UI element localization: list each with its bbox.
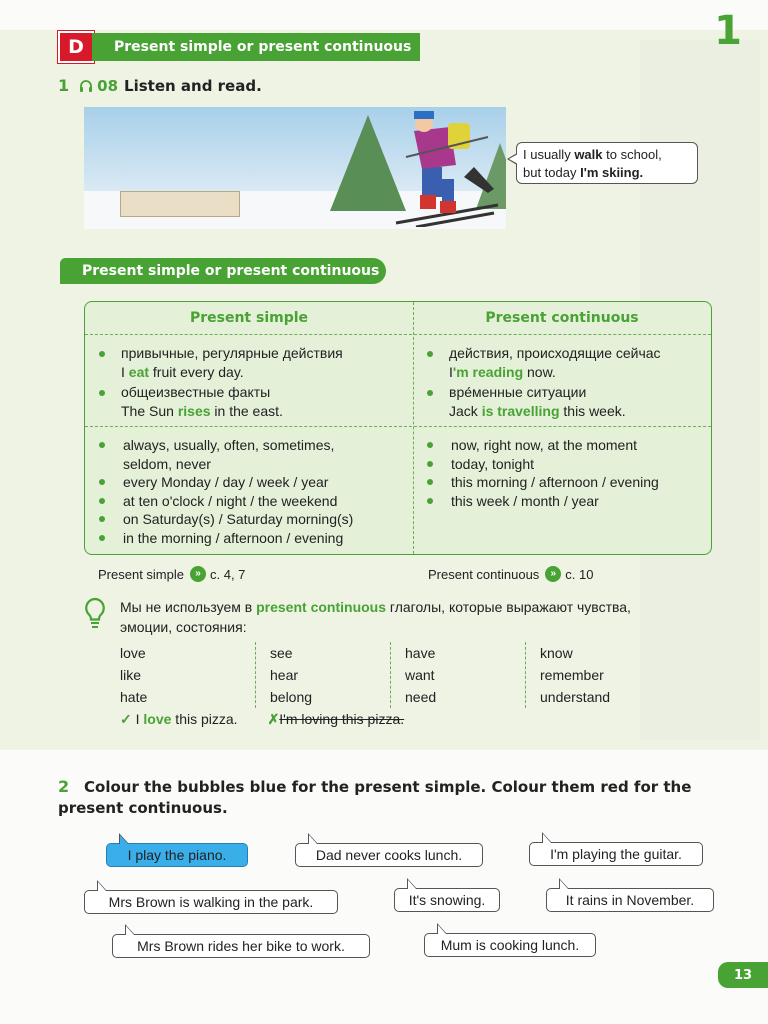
- use-description: общеизвестные факты: [121, 384, 271, 400]
- time-expression: [99, 473, 404, 492]
- headphones-icon[interactable]: [79, 79, 93, 93]
- section-header: [58, 32, 420, 62]
- row-divider: [85, 426, 711, 427]
- exercise-1-heading: [58, 76, 262, 95]
- use-description: действия, происходящие сейчас: [449, 345, 661, 361]
- bullet-icon: [99, 535, 105, 541]
- exercise-1-instruction: Listen and read.: [124, 76, 262, 95]
- correct-example: [120, 711, 238, 728]
- bullet-icon: [427, 479, 433, 485]
- exercise-2-instruction: Colour the bubbles blue for the present simple. Colour them red for the present continuous.: [58, 778, 692, 817]
- use-example-highlight: is travelling: [481, 403, 560, 419]
- time-expression-text: at ten o'clock / night / the weekend: [123, 492, 338, 509]
- use-example-highlight: rises: [177, 403, 211, 419]
- bullet-icon: [99, 516, 105, 522]
- verb: need: [405, 689, 437, 705]
- bullet-icon: [427, 442, 433, 448]
- reference-page: с. 4, 7: [209, 566, 246, 582]
- time-expression: [99, 510, 404, 529]
- verb: know: [540, 645, 573, 661]
- time-expression: [427, 436, 707, 455]
- section-letter-badge: D: [58, 31, 94, 63]
- time-expression-text: seldom, never: [123, 455, 211, 472]
- present-simple-heading: Present simple: [189, 310, 309, 326]
- present-simple-reference[interactable]: [98, 566, 245, 582]
- time-expression-text: this morning / afternoon / evening: [451, 474, 659, 490]
- bullet-icon: [99, 390, 105, 396]
- present-simple-uses: [99, 344, 404, 422]
- reference-label: Present continuous: [428, 566, 540, 582]
- speech-bold: walk: [574, 147, 603, 162]
- row-divider: [85, 334, 711, 335]
- audio-track-number: 08: [97, 76, 119, 95]
- exercise-2-number: 2: [58, 777, 70, 796]
- verb: remember: [540, 667, 604, 683]
- sentence-bubble[interactable]: Mrs Brown is walking in the park.: [84, 890, 338, 914]
- sentence-bubble[interactable]: I play the piano.: [106, 843, 248, 867]
- use-example: The Sun: [121, 403, 178, 419]
- incorrect-example: [268, 711, 405, 728]
- bullet-icon: [427, 498, 433, 504]
- bullet-icon: [99, 442, 105, 448]
- bullet-icon: [99, 479, 105, 485]
- verb-column: [120, 642, 255, 708]
- verb: want: [405, 667, 435, 683]
- example-text: this pizza.: [171, 711, 238, 727]
- time-expression: [99, 436, 404, 473]
- stative-verbs-table: [120, 642, 660, 708]
- present-simple-time-expressions: [99, 436, 404, 547]
- use-example: I: [121, 364, 129, 380]
- bullet-icon: [427, 351, 433, 357]
- use-item: [427, 344, 702, 382]
- chapter-number: 1: [714, 8, 742, 54]
- section-title: Present simple or present continuous: [92, 33, 420, 61]
- bullet-icon: [99, 498, 105, 504]
- skier-illustration-figure: [392, 109, 502, 227]
- exercise-2-heading: [58, 776, 698, 819]
- present-continuous-uses: [427, 344, 702, 422]
- sentence-bubble[interactable]: I'm playing the guitar.: [529, 842, 703, 866]
- checkmark-icon: ✓: [120, 711, 132, 727]
- reference-arrow-icon: »: [545, 566, 561, 582]
- use-item: [99, 383, 404, 421]
- verb: like: [120, 667, 142, 683]
- cross-icon: ✗: [267, 711, 280, 727]
- speech-text: to school,: [602, 147, 662, 162]
- time-expression: [427, 473, 707, 492]
- use-item: [427, 383, 702, 421]
- use-example: Jack: [449, 403, 482, 419]
- verb-column: [255, 642, 390, 708]
- reference-label: Present simple: [98, 566, 184, 582]
- tip-text-part: глаголы, которые выражают чувства, эмоции, состояния:: [120, 599, 631, 635]
- speech-bubble: [516, 142, 698, 184]
- use-example: this week.: [559, 403, 626, 419]
- time-expression: [427, 455, 707, 474]
- grammar-tab-title: Present simple or present continuous: [60, 258, 386, 284]
- reference-arrow-icon: »: [190, 566, 206, 582]
- bullet-icon: [427, 461, 433, 467]
- time-expression: [99, 529, 404, 548]
- sentence-bubble[interactable]: It rains in November.: [546, 888, 714, 912]
- use-example: now.: [523, 364, 556, 380]
- present-continuous-heading: Present continuous: [485, 310, 639, 326]
- tip-text-part: Мы не используем в: [120, 599, 257, 615]
- use-example-highlight: eat: [128, 364, 150, 380]
- time-expression-text: on Saturday(s) / Saturday morning(s): [123, 511, 354, 527]
- verb: hear: [270, 667, 299, 683]
- use-description: вре́менные ситуации: [449, 384, 587, 400]
- grammar-table: [84, 301, 712, 555]
- time-expression-text: this week / month / year: [451, 492, 599, 509]
- time-expression-text: today, tonight: [451, 455, 535, 472]
- verb: understand: [540, 689, 611, 705]
- time-expression: [99, 492, 404, 511]
- sentence-bubble[interactable]: Dad never cooks lunch.: [295, 843, 483, 867]
- verb: hate: [120, 689, 148, 705]
- example-text: I: [135, 711, 144, 727]
- present-continuous-time-expressions: [427, 436, 707, 510]
- sentence-bubble[interactable]: Mum is cooking lunch.: [424, 933, 596, 957]
- page-number: 13: [718, 962, 768, 988]
- verb: see: [270, 645, 293, 661]
- tip-highlight: present continuous: [256, 599, 387, 615]
- use-example: I: [449, 364, 453, 380]
- time-expression: [427, 492, 707, 511]
- building-illustration: [120, 191, 240, 217]
- example-highlight: love: [143, 711, 172, 727]
- verb: belong: [270, 689, 313, 705]
- column-divider: [413, 302, 414, 554]
- verb-column: [390, 642, 525, 708]
- verb: have: [405, 645, 436, 661]
- verb-column: [525, 642, 660, 708]
- skier-illustration: [84, 107, 506, 229]
- sentence-bubble[interactable]: Mrs Brown rides her bike to work.: [112, 934, 370, 958]
- usage-examples: [120, 711, 404, 728]
- example-text-strikethrough: I'm loving this pizza.: [279, 711, 405, 727]
- reference-page: с. 10: [565, 566, 594, 582]
- exercise-1-number: 1: [58, 76, 70, 95]
- use-example-highlight: 'm reading: [452, 364, 524, 380]
- present-continuous-reference[interactable]: [428, 566, 593, 582]
- speech-bold: I'm skiing.: [580, 165, 644, 180]
- time-expression-text: always, usually, often, sometimes,: [123, 437, 335, 453]
- time-expression-text: every Monday / day / week / year: [123, 474, 329, 490]
- time-expression-text: now, right now, at the moment: [451, 437, 637, 453]
- verb: love: [120, 645, 146, 661]
- use-description: привычные, регулярные действия: [121, 345, 343, 361]
- lightbulb-icon: [84, 597, 106, 631]
- speech-text: I usually: [523, 147, 575, 162]
- use-example: in the east.: [210, 403, 283, 419]
- time-expression-text: in the morning / afternoon / evening: [123, 529, 344, 546]
- speech-text: but today: [523, 165, 581, 180]
- use-example: fruit every day.: [149, 364, 244, 380]
- sentence-bubble[interactable]: It's snowing.: [394, 888, 500, 912]
- bullet-icon: [99, 351, 105, 357]
- bullet-icon: [427, 390, 433, 396]
- use-item: [99, 344, 404, 382]
- tip-text: [120, 597, 660, 637]
